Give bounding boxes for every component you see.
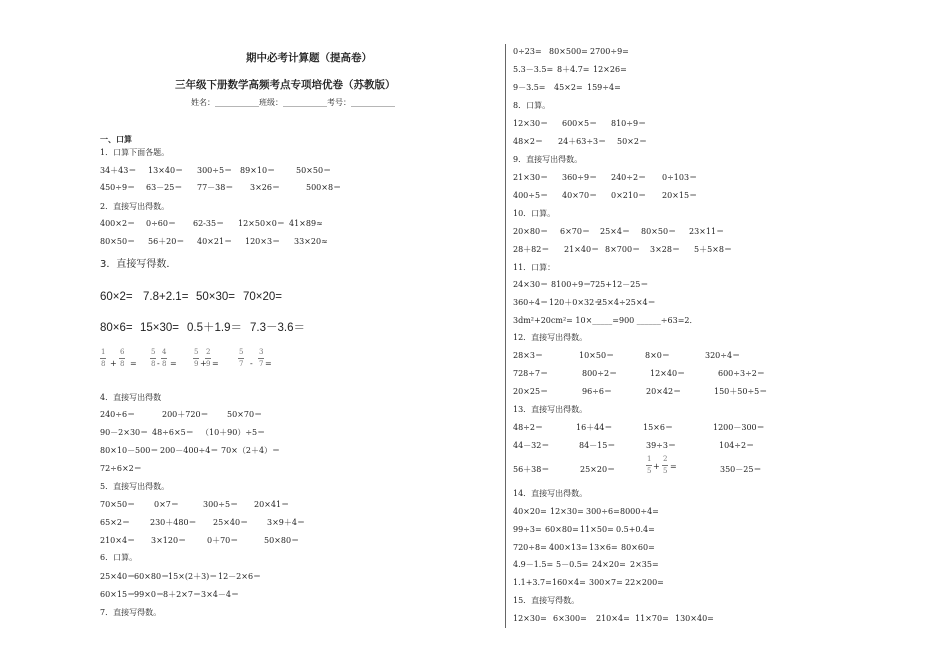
question-2-title: 2．直接写出得数。 (100, 202, 170, 211)
q14-item: 300÷6= (586, 507, 620, 516)
q14-item: 5－0.5= (556, 560, 589, 569)
q13-item: 1200－300＝ (713, 423, 765, 432)
q12-item: 20×25＝ (513, 387, 549, 396)
q4-item: 50×70＝ (227, 410, 263, 419)
q11-item: 24×30＝ (513, 280, 549, 289)
q14-item: 40×20= (513, 507, 547, 516)
q14-item: 720÷8= (513, 543, 547, 552)
q5-item: 230＋480＝ (150, 518, 197, 527)
fraction-bar (150, 358, 156, 359)
q12-item: 320÷4＝ (705, 351, 741, 360)
q3-item: 60×2= (100, 291, 133, 303)
question-15-title: 15．直接写得数。 (513, 596, 580, 605)
q12-item: 20×42＝ (646, 387, 682, 396)
q9-item: 20×15＝ (662, 191, 698, 200)
question-3-title: 3．直接写得数． (100, 259, 177, 270)
q1-item: 89×10＝ (240, 166, 276, 175)
q14-item: 300×7= (589, 578, 623, 587)
q2-item: 62-35＝ (193, 219, 225, 228)
fraction-bar (662, 465, 668, 466)
question-5-title: 5．直接写出得数。 (100, 482, 170, 491)
q5-item: 3×9＋4＝ (267, 518, 305, 527)
q13-item: 15×6＝ (643, 423, 673, 432)
q12-item: 10×50＝ (579, 351, 615, 360)
equals-sign: = (170, 359, 177, 368)
q3-item: 7.8+2.1= (143, 291, 189, 303)
fraction-numerator: 6 (120, 348, 125, 356)
q7-item: 2700÷9= (590, 47, 629, 56)
q9-item: 21×30＝ (513, 173, 549, 182)
fraction-numerator: 3 (259, 348, 264, 356)
fraction-bar (119, 358, 125, 359)
q14-item: 13×6= (589, 543, 618, 552)
q9-item: 40×70＝ (562, 191, 598, 200)
q10-item: 28＋82＝ (513, 245, 550, 254)
q1-item: 300÷5＝ (197, 166, 233, 175)
q4-item: 240÷6＝ (100, 410, 136, 419)
q5-item: 0＋70＝ (207, 536, 239, 545)
q13-item: 84－15＝ (579, 441, 616, 450)
q11-item: 360÷4＝ (513, 298, 549, 307)
q2-item: 400×2＝ (100, 219, 136, 228)
q14-item: 4.9－1.5= (513, 560, 554, 569)
q2-item: 40×21＝ (197, 237, 233, 246)
q8-item: 48×2＝ (513, 137, 543, 146)
fraction-numerator: 5 (239, 348, 244, 356)
q7-item: 0÷23= (513, 47, 542, 56)
q5-item: 65×2＝ (100, 518, 130, 527)
q14-item: 60×80= (545, 525, 579, 534)
q2-item: 80×50＝ (100, 237, 136, 246)
q6-item: 60×80＝ (134, 572, 170, 581)
q14-item: 1.1+3.7= (513, 578, 552, 587)
q14-item: 2×35= (630, 560, 659, 569)
q11-item: 725+12－25＝ (590, 280, 649, 289)
column-divider (505, 44, 506, 628)
q1-item: 50×50＝ (296, 166, 332, 175)
q7-item: 80×500= (549, 47, 588, 56)
q8-item: 12×30＝ (513, 119, 549, 128)
q4-item: （10＋90）÷5＝ (201, 428, 266, 437)
q14-item: 24×20= (592, 560, 626, 569)
q2-item: 120×3＝ (245, 237, 281, 246)
q3-item: 70×20= (243, 291, 283, 303)
q8-item: 810÷9＝ (611, 119, 647, 128)
q11-item: 8100÷9＝ (551, 280, 592, 289)
equals-sign: = (130, 359, 137, 368)
q12-item: 150＋50÷5＝ (714, 387, 768, 396)
q15-item: 11×70= (635, 614, 669, 623)
q5-item: 50×80＝ (264, 536, 300, 545)
q11-item: 25×4÷25×4＝ (597, 298, 656, 307)
q1-item: 63－25＝ (146, 183, 183, 192)
q5-item: 20×41＝ (254, 500, 290, 509)
q14-item: 22×200= (625, 578, 664, 587)
equals-sign: = (212, 359, 219, 368)
q7-item: 5.3－3.5= (513, 65, 554, 74)
q2-item: 56＋20＝ (148, 237, 185, 246)
q8-item: 600×5＝ (562, 119, 598, 128)
fraction-numerator: 1 (101, 348, 106, 356)
q14-item: 11×50= (580, 525, 614, 534)
q10-item: 3×28＝ (650, 245, 680, 254)
q2-item: 0÷60＝ (146, 219, 176, 228)
q2-item: 12×50×0＝ (238, 219, 285, 228)
fraction-denominator: 8 (101, 360, 106, 368)
q10-item: 23×11＝ (689, 227, 725, 236)
q3-item: 15×30= (140, 322, 180, 334)
fraction-denominator: 5 (647, 467, 652, 475)
q4-item: 200＋720＝ (162, 410, 209, 419)
q15-item: 130×40= (675, 614, 714, 623)
fraction-numerator: 2 (206, 348, 211, 356)
q7-item: 8＋4.7= (557, 65, 590, 74)
q9-item: 400÷5＝ (513, 191, 549, 200)
question-12-title: 12．直接写出得数。 (513, 333, 588, 342)
fraction-denominator: 9 (194, 360, 199, 368)
q15-item: 6×300= (553, 614, 587, 623)
q3-item: 80×6= (100, 322, 133, 334)
fraction-denominator: 7 (259, 360, 264, 368)
q14-item: 160×4= (552, 578, 586, 587)
fraction-denominator: 7 (239, 360, 244, 368)
q10-item: 8×700＝ (605, 245, 641, 254)
q9-item: 0×210＝ (611, 191, 647, 200)
q12-item: 96÷6＝ (582, 387, 612, 396)
question-6-title: 6．口算。 (100, 553, 138, 562)
q13-item: 104÷2＝ (719, 441, 755, 450)
equals-sign: = (265, 359, 272, 368)
question-1-title: 1．口算下面各题。 (100, 148, 170, 157)
page-subtitle: 三年级下册数学高频考点专项培优卷（苏教版） (175, 79, 396, 91)
fraction-denominator: 5 (663, 467, 668, 475)
q4-item: 48÷6×5＝ (152, 428, 194, 437)
q12-item: 12×40＝ (650, 369, 686, 378)
q9-item: 240÷2＝ (611, 173, 647, 182)
q11-item: 3dm²+20cm²= 10×_____=900 ______÷63=2． (513, 316, 698, 325)
q2-item: 41×89≈ (289, 219, 323, 228)
fraction-numerator: 2 (663, 455, 668, 463)
q1-item: 500×8＝ (306, 183, 342, 192)
q5-item: 210×4＝ (100, 536, 136, 545)
fraction-bar (238, 358, 244, 359)
q15-item: 210×4= (596, 614, 630, 623)
fraction-numerator: 1 (647, 455, 652, 463)
q10-item: 25×4＝ (600, 227, 630, 236)
q9-item: 360÷9＝ (562, 173, 598, 182)
page-title: 期中必考计算题（提高卷） (246, 52, 372, 64)
fraction-denominator: 9 (206, 360, 211, 368)
minus-operator: - (157, 359, 160, 368)
q14-item: 99÷3= (513, 525, 542, 534)
q8-item: 50×2＝ (617, 137, 647, 146)
fraction-bar (646, 465, 652, 466)
q4-item: 90－2×30＝ (100, 428, 149, 437)
section-heading: 一、口算 (100, 135, 132, 144)
q6-item: 99×0＝ (134, 590, 164, 599)
fraction-bar (100, 358, 106, 359)
q14-item: 8000÷4= (620, 507, 659, 516)
q4-item: 200－400÷4＝ (160, 446, 219, 455)
plus-operator: + (110, 359, 117, 368)
fraction-denominator: 8 (162, 360, 167, 368)
fraction-numerator: 5 (194, 348, 199, 356)
fraction-numerator: 5 (151, 348, 156, 356)
q14-item: 400×13= (549, 543, 588, 552)
q1-item: 450÷9＝ (100, 183, 136, 192)
fraction-numerator: 4 (162, 348, 167, 356)
question-11-title: 11．口算： (513, 263, 556, 272)
q15-item: 12×30= (513, 614, 547, 623)
q1-item: 13×40＝ (148, 166, 184, 175)
q1-item: 34＋43＝ (100, 166, 137, 175)
fraction-denominator: 8 (120, 360, 125, 368)
q14-item: 80×60= (621, 543, 655, 552)
fraction-denominator: 8 (151, 360, 156, 368)
fraction-bar (193, 358, 199, 359)
q14-item: 0.5+0.4= (616, 525, 655, 534)
fraction-bar (161, 358, 167, 359)
q6-item: 12－2×6＝ (218, 572, 262, 581)
student-info-line: 姓名：___________班级：___________考号：___________ (191, 98, 395, 107)
q9-item: 0÷103＝ (662, 173, 698, 182)
q6-item: 25×40＝ (100, 572, 136, 581)
q3-item: 50×30= (196, 291, 236, 303)
q3-item: 7.3－3.6＝ (250, 322, 305, 334)
q14-item: 12×30= (550, 507, 584, 516)
question-13-title: 13．直接写出得数。 (513, 405, 588, 414)
q6-item: 8＋2×7＝ (163, 590, 201, 599)
q11-item: 120＋0×32＝ (549, 298, 603, 307)
q6-item: 15×(2＋3)＝ (168, 572, 218, 581)
plus-operator: + (200, 359, 207, 368)
q4-item: 80×10－500＝ (100, 446, 159, 455)
plus-operator: + (653, 462, 660, 471)
equals-sign: = (670, 462, 677, 471)
question-4-title: 4．直接写出得数 (100, 393, 162, 402)
q12-item: 600÷3÷2＝ (718, 369, 765, 378)
q10-item: 20×80＝ (513, 227, 549, 236)
q13-item: 16＋44＝ (576, 423, 613, 432)
fraction-bar (258, 358, 264, 359)
q10-item: 80×50＝ (641, 227, 677, 236)
q12-item: 800÷2＝ (582, 369, 618, 378)
question-8-title: 8．口算。 (513, 101, 551, 110)
question-7-title: 7．直接写得数。 (100, 608, 162, 617)
question-10-title: 10．口算。 (513, 209, 556, 218)
q10-item: 5＋5×8＝ (694, 245, 732, 254)
q7-item: 9－3.5= (513, 83, 546, 92)
q7-item: 45×2= (554, 83, 583, 92)
q13-item: 25×20＝ (580, 465, 616, 474)
q13-item: 44－32＝ (513, 441, 550, 450)
q4-item: 72÷6×2＝ (100, 464, 142, 473)
q5-item: 25×40＝ (213, 518, 249, 527)
q5-item: 3×120＝ (151, 536, 187, 545)
q2-item: 33×20≈ (294, 237, 328, 246)
q5-item: 70×50＝ (100, 500, 136, 509)
q13-item: 39÷3＝ (646, 441, 676, 450)
fraction-bar (205, 358, 211, 359)
q10-item: 6×70＝ (560, 227, 590, 236)
q13-item: 350－25＝ (720, 465, 762, 474)
q13-item: 56＋38＝ (513, 465, 550, 474)
q7-item: 159÷4= (587, 83, 621, 92)
q6-item: 60×15＝ (100, 590, 136, 599)
q12-item: 728÷7＝ (513, 369, 549, 378)
q10-item: 21×40＝ (564, 245, 600, 254)
question-9-title: 9．直接写出得数。 (513, 155, 583, 164)
minus-operator: - (250, 359, 253, 368)
q7-item: 12×26= (593, 65, 627, 74)
q5-item: 300÷5＝ (203, 500, 239, 509)
q1-item: 77－38＝ (197, 183, 234, 192)
q1-item: 3×26＝ (250, 183, 280, 192)
question-14-title: 14．直接写出得数。 (513, 489, 588, 498)
q12-item: 28×3＝ (513, 351, 543, 360)
q12-item: 8×0＝ (645, 351, 670, 360)
q5-item: 0×7＝ (154, 500, 179, 509)
q13-item: 48÷2＝ (513, 423, 543, 432)
q6-item: 3×4－4＝ (201, 590, 239, 599)
q8-item: 24＋63÷3＝ (558, 137, 607, 146)
q4-item: 70×（2＋4）＝ (221, 446, 281, 455)
q3-item: 0.5＋1.9＝ (187, 322, 242, 334)
